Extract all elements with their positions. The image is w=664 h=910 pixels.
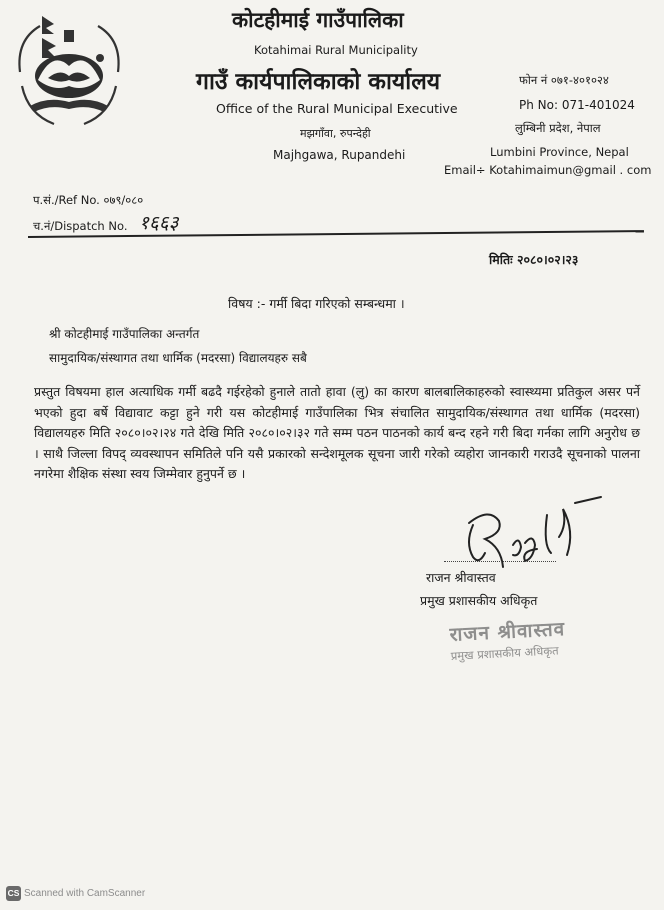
office-name-english: Office of the Rural Municipal Executive — [216, 101, 458, 116]
phone-english: Ph No: 071-401024 — [519, 98, 635, 112]
reference-number: प.सं./Ref No. ०७९/०८० — [33, 193, 144, 207]
office-name-nepali: गाउँ कार्यपालिकाको कार्यालय — [196, 69, 441, 95]
address-english: Majhgawa, Rupandehi — [273, 148, 406, 162]
email-address: Email÷ Kotahimaimun@gmail . com — [444, 163, 652, 177]
signatory-name: राजन श्रीवास्तव — [426, 570, 496, 585]
camscanner-text: Scanned with CamScanner — [24, 888, 146, 899]
municipality-name-nepali: कोटहीमाई गाउँपालिका — [232, 8, 404, 32]
letter-body: प्रस्तुत विषयमा हाल अत्याधिक गर्मी बढदै गईरहेको हुनाले तातो हावा (लु) का कारण बालबालिकाहरुको स्वास्थ्यमा प्रतिकुल असर पर्ने भएको हुदा बर्षे विद्यावाट कट्टा हुने गरी यस कोटहीमाई गाउँपालिका भित्र संचालित सामुदायिक/संस्थागत तथा धार्मिक (मदरसा) विद्यालयहरु मिति २०८०।०२।२४ गते देखि मिति २०८०।०२।३२ गते सम्म पठन पाठनको कार्य बन्द रहने गरी बिदा गर्नका लागि अनुरोध छ । साथै जिल्ला विपद् व्यवस्थापन समितिले पनि यसै प्रकारको सन्देशमूलक सूचना जारी गरेको व्यहोरा जानकारी गराउदै सूचनाको पालना नगरेमा शैक्षिक संस्था स्वय जिम्मेवार हुनुपर्ने छ । — [34, 384, 640, 481]
nepal-emblem-icon — [8, 10, 130, 132]
phone-nepali: फोन नं ०७१-४०१०२४ — [519, 73, 609, 87]
dispatch-number-handwritten: १६६३ — [139, 212, 179, 234]
subject-line: विषय :- गर्मी बिदा गरिएको सम्बन्धमा । — [228, 296, 405, 311]
camscanner-watermark — [6, 886, 145, 901]
signature-line — [444, 561, 556, 562]
official-stamp — [449, 615, 567, 664]
province-english: Lumbini Province, Nepal — [490, 145, 629, 159]
dispatch-label: च.नं/Dispatch No. — [33, 219, 128, 233]
address-nepali: मझगाँवा, रुपन्देही — [300, 127, 371, 140]
recipient-line-2: सामुदायिक/संस्थागत तथा धार्मिक (मदरसा) विद्यालयहरु सबै — [49, 351, 307, 365]
signatory-designation: प्रमुख प्रशासकीय अधिकृत — [420, 593, 538, 608]
handwritten-signature — [455, 495, 605, 580]
camscanner-logo-icon: CS — [6, 886, 21, 901]
recipient-line-1: श्री कोटहीमाई गाउँपालिका अन्तर्गत — [49, 327, 200, 341]
letter-date: मितिः २०८०।०२।२३ — [489, 252, 579, 267]
municipality-name-english: Kotahimai Rural Municipality — [254, 43, 418, 57]
province-nepali: लुम्बिनी प्रदेश, नेपाल — [515, 121, 601, 135]
stamp-name: राजन श्रीवास्तव — [449, 618, 566, 647]
stamp-designation: प्रमुख प्रशासकीय अधिकृत — [450, 643, 559, 663]
